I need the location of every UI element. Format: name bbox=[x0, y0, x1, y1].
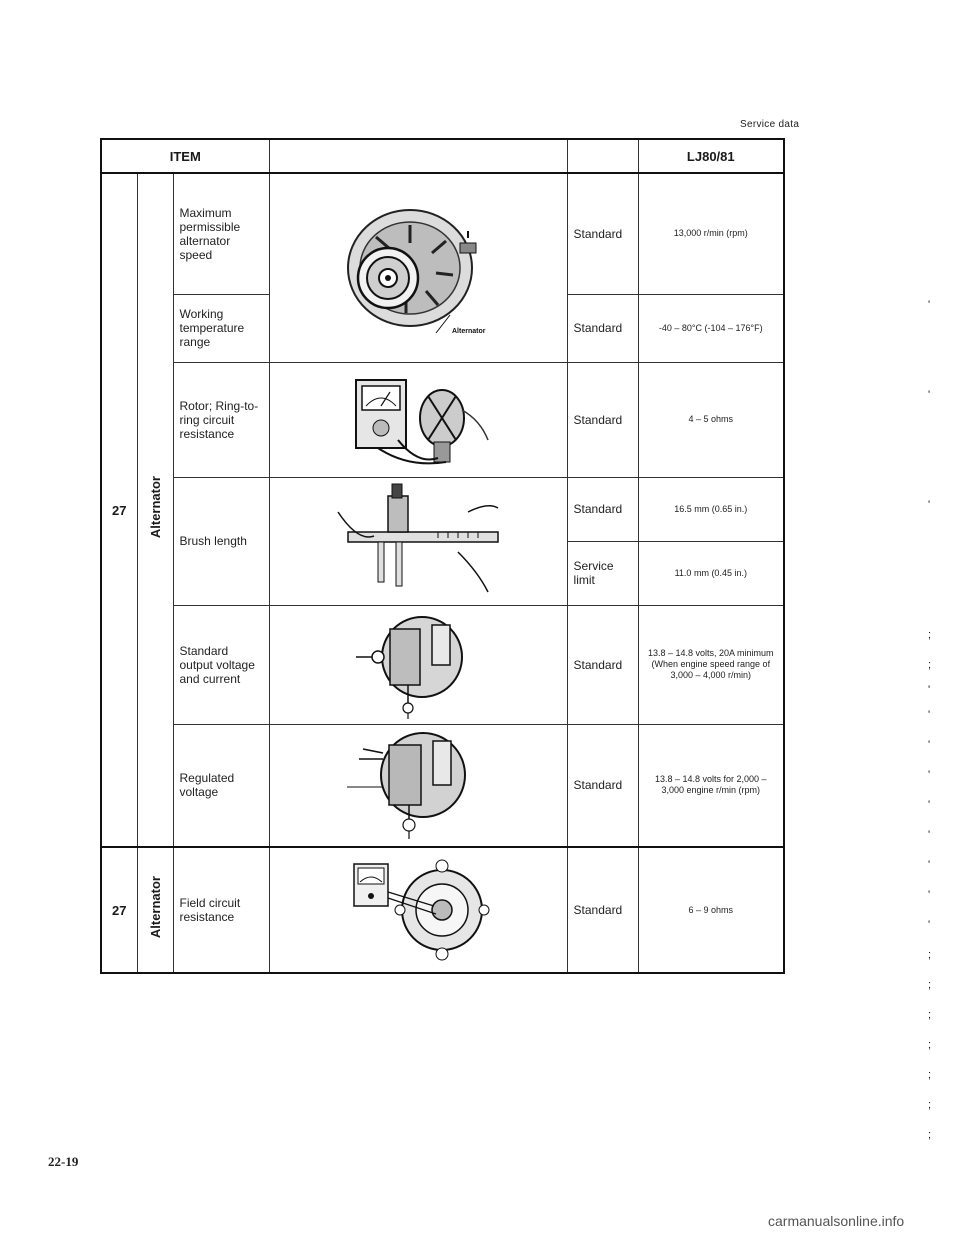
table-header-row bbox=[101, 139, 784, 173]
image-cell-field-test bbox=[269, 847, 567, 973]
service-data-table bbox=[100, 138, 785, 974]
page-header: Service data bbox=[740, 119, 800, 130]
header-item: ITEM bbox=[101, 139, 269, 173]
output-test-illustration-icon bbox=[348, 611, 488, 719]
item-cell: Regulated voltage bbox=[173, 724, 269, 847]
header-model: LJ80/81 bbox=[638, 139, 784, 173]
page-footer: 22-19 bbox=[48, 1154, 79, 1169]
item-cell: Standard output voltage and current bbox=[173, 605, 269, 724]
group-label-text: Alternator bbox=[147, 476, 163, 539]
table-row bbox=[101, 847, 784, 973]
item-cell: Working temperature range bbox=[173, 294, 269, 362]
condition-cell: Standard bbox=[567, 294, 638, 362]
item-cell: Rotor; Ring-to-ring circuit resistance bbox=[173, 362, 269, 477]
condition-cell: Standard bbox=[567, 605, 638, 724]
value-cell: 6 – 9 ohms bbox=[638, 847, 784, 973]
image-cell-output-test bbox=[269, 605, 567, 724]
group-label bbox=[137, 173, 173, 847]
condition-cell: Service limit bbox=[567, 541, 638, 605]
condition-cell: Standard bbox=[567, 847, 638, 973]
table-row bbox=[101, 605, 784, 724]
value-cell: 13.8 – 14.8 volts for 2,000 – 3,000 engine r/min (rpm) bbox=[638, 724, 784, 847]
image-cell-caliper bbox=[269, 477, 567, 605]
field-circuit-illustration-icon bbox=[338, 852, 498, 968]
value-cell: 16.5 mm (0.65 in.) bbox=[638, 477, 784, 541]
condition-cell: Standard bbox=[567, 477, 638, 541]
caliper-brush-illustration-icon bbox=[318, 482, 518, 600]
value-cell: 13.8 – 14.8 volts, 20A minimum (When engine speed range of 3,000 – 4,000 r/min) bbox=[638, 605, 784, 724]
table-row bbox=[101, 724, 784, 847]
table-row bbox=[101, 362, 784, 477]
alternator-caption: Alternator bbox=[452, 327, 486, 335]
group-label-text: Alternator bbox=[147, 876, 163, 939]
item-cell: Field circuit resistance bbox=[173, 847, 269, 973]
value-cell: 13,000 r/min (rpm) bbox=[638, 173, 784, 294]
group-label bbox=[137, 847, 173, 973]
condition-cell: Standard bbox=[567, 724, 638, 847]
table-row bbox=[101, 477, 784, 541]
margin-tick-marks: ' ' ' ; ; ' ' ' ' ' ' ' ' ' ; ; ; ; ; ; ; bbox=[928, 299, 932, 1141]
value-cell: 11.0 mm (0.45 in.) bbox=[638, 541, 784, 605]
condition-cell: Standard bbox=[567, 173, 638, 294]
image-cell-ohmmeter bbox=[269, 362, 567, 477]
ohmmeter-rotor-illustration-icon bbox=[338, 370, 498, 470]
value-cell: 4 – 5 ohms bbox=[638, 362, 784, 477]
item-cell: Brush length bbox=[173, 477, 269, 605]
condition-cell: Standard bbox=[567, 362, 638, 477]
group-number: 27 bbox=[101, 173, 137, 847]
alternator-illustration-icon bbox=[318, 183, 518, 353]
header-blank-condition bbox=[567, 139, 638, 173]
group-number: 27 bbox=[101, 847, 137, 973]
regulated-voltage-illustration-icon bbox=[343, 729, 493, 841]
header-blank-image bbox=[269, 139, 567, 173]
image-cell-alternator bbox=[269, 173, 567, 362]
watermark: carmanualsonline.info bbox=[768, 1213, 905, 1229]
image-cell-regulated-test bbox=[269, 724, 567, 847]
table-row bbox=[101, 173, 784, 294]
item-cell: Maximum permissible alternator speed bbox=[173, 173, 269, 294]
value-cell: -40 – 80°C (-104 – 176°F) bbox=[638, 294, 784, 362]
